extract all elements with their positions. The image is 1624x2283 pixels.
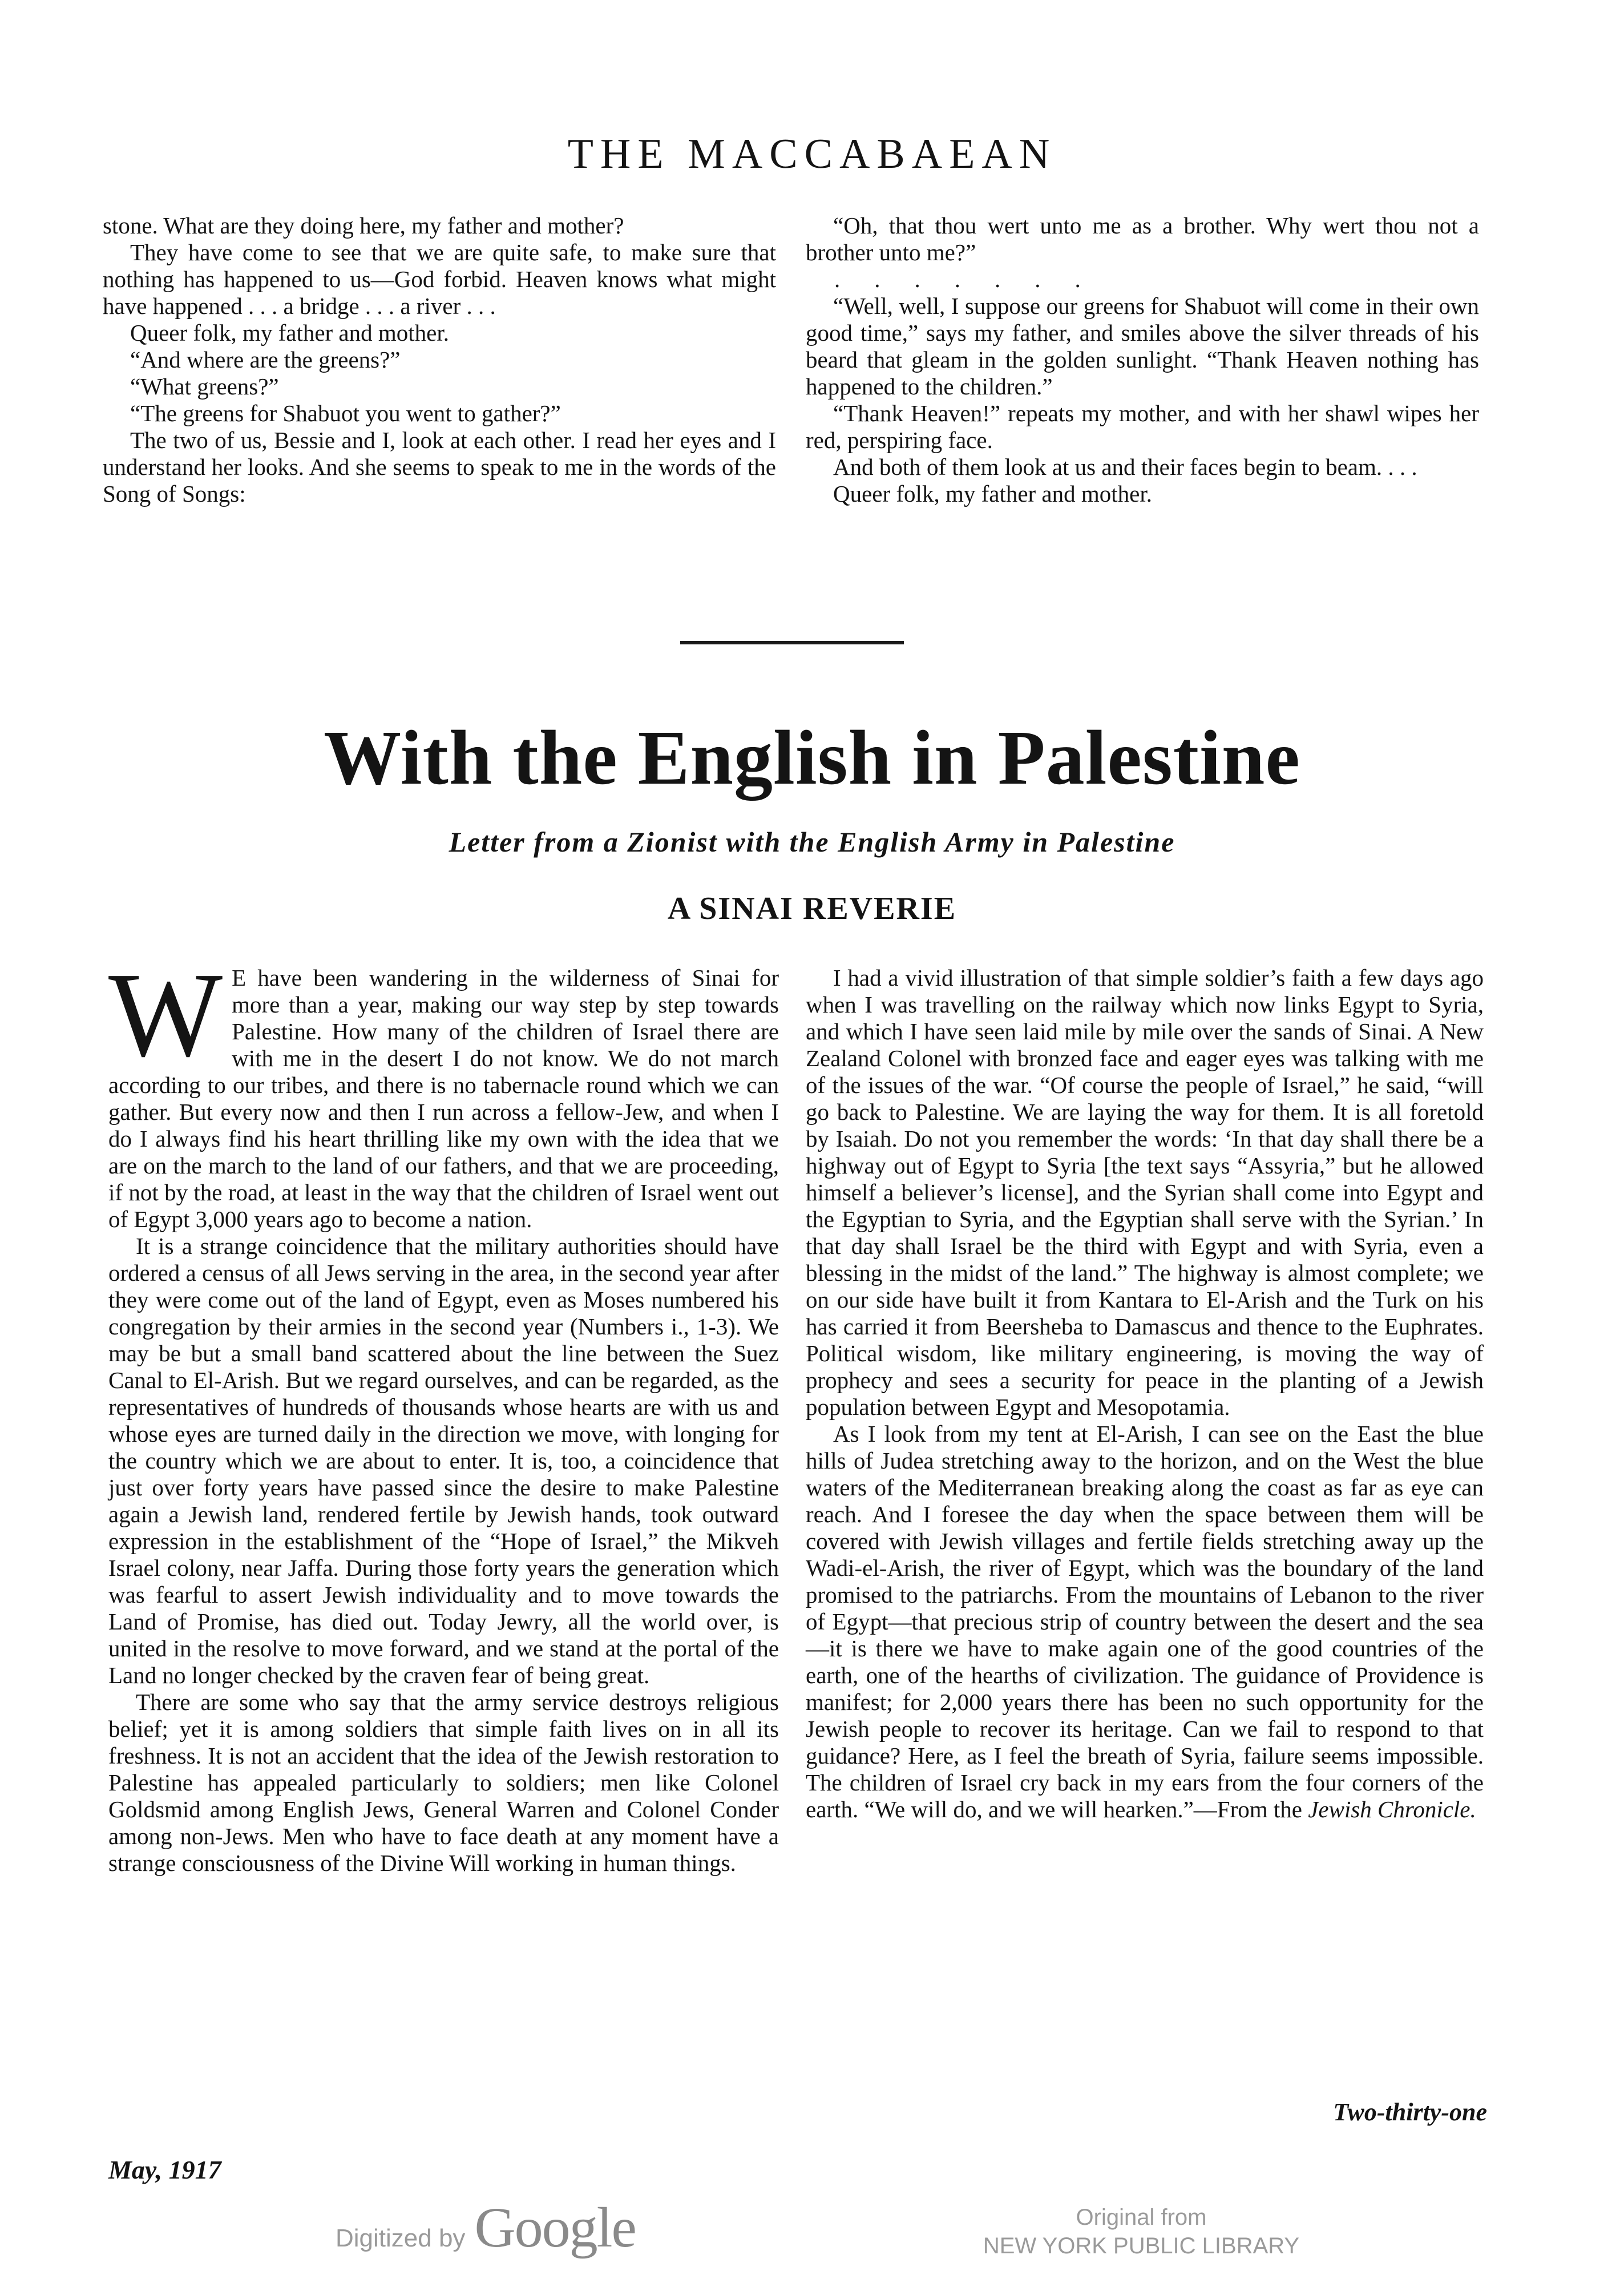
paragraph: “The greens for Shabuot you went to gather?”: [130, 400, 561, 426]
section-heading: A SINAI REVERIE: [667, 891, 957, 926]
paragraph: The two of us, Bessie and I, look at each other. I read her eyes and I understand her looks. And she seems to speak to me in the words of the Song of Songs:: [103, 427, 776, 507]
paragraph: Queer folk, my father and mother.: [833, 481, 1153, 507]
article-left-column: [108, 947, 779, 1877]
paragraph: “And where are the greens?”: [130, 346, 401, 373]
paragraph: And both of them look at us and their faces begin to beam. . . .: [833, 454, 1417, 480]
paragraph: It is a strange coincidence that the military authorities should have ordered a census of all Jews serving in the area, in the second year after they were come out of the land of Egypt, even as Moses numbered his congregation by their armies in the second year (Numbers i., 1-3). We may be but a small band scattered about the line between the Suez Canal to El-Arish. But we regard ourselves, and can be regarded, as the representatives of hundreds of thousands whose hearts are with us and whose eyes are turned daily in the direction we move, with longing for the country which we are about to enter. It is, too, a coincidence that just over forty years have passed since the desire to make Palestine again a Jewish land, rendered fertile by Jewish hands, took outward expression in the establishment of the “Hope of Israel,” the Mikveh Israel colony, near Jaffa. During those forty years the generation which was fearful to assert Jewish individuality and to move towards the Land of Promise, has died out. Today Jewry, all the world over, is united in the resolve to move forward, and we stand at the portal of the Land no longer checked by the craven fear of being great.: [108, 1233, 779, 1688]
original-source: [970, 2203, 1312, 2260]
paragraph: There are some who say that the army service destroys religious belief; yet it is among soldiers that simple faith lives on in all its freshness. It is not an accident that the idea of the Jewish restoration to Palestine has appealed particularly to soldiers; men like Colonel Goldsmid among English Jews, General Warren and Colonel Conder among non-Jews. Men who have to face death at any moment have a strange consciousness of the Divine Will working in human things.: [108, 1689, 779, 1876]
paragraph-text: As I look from my tent at El-Arish, I can see on the East the blue hills of Judea stretching away to the horizon, and on the West the blue waters of the Mediterranean breaking along the coast as far as eye can reach. And I foresee the day when the space between them will be covered with Jewish villages and fertile fields stretching away up the Wadi-el-Arish, the river of Egypt, which was the boundary of the land promised to the patriarchs. From the mountains of Lebanon to the river of Egypt—that precious strip of country between the desert and the sea—it is there we have to make again one of the good countries of the earth, one of the hearths of civilization. The guidance of Providence is manifest; for 2,000 years there has been no such opportunity for the Jewish people to recover its heritage. Can we fail to respond to that guidance? Here, as I feel the breath of Syria, failure seems impossible. The children of Israel cry back in my ears from the four corners of the earth. “We will do, and we will hearken.”—From the: [806, 1421, 1484, 1822]
top-left-column: [103, 212, 776, 507]
paragraph: I had a vivid illustration of that simple soldier’s faith a few days ago when I was travelling on the railway which now links Egypt to Syria, and which I have seen laid mile by mile over the sands of Sinai. A New Zealand Colonel with bronzed face and eager eyes was talking with me of the issues of the war. “Of course the people of Israel,” he said, “will go back to Palestine. We are laying the way for them. It is all foretold by Isaiah. Do not you remember the words: ‘In that day shall there be a highway out of Egypt to Syria [the text says “Assyria,” but he allowed himself a believer’s license], and the Syrian shall come into Egypt and the Egyptian to Syria, and the Egyptian shall serve with the Syrian.’ In that day shall Israel be the third with Egypt and with Syria, even a blessing in the midst of the land.” The highway is almost complete; we on our side have built it from Kantara to El-Arish and the Turk on his has carried it from Beersheba to Damascus and thence to the Euphrates. Political wisdom, like military engineering, is moving the way of prophecy and sees a security for peace in the planting of a Jewish population between Egypt and Mesopotamia.: [806, 965, 1484, 1420]
article-subtitle: Letter from a Zionist with the English Army in Palestine: [449, 826, 1175, 858]
article-title: With the English in Palestine: [324, 715, 1300, 801]
article-right-column: [806, 965, 1484, 1823]
original-from-label: Original from: [1076, 2205, 1207, 2230]
top-right-column: [806, 212, 1479, 507]
google-logo: Google: [474, 2196, 636, 2259]
paragraph: [806, 1421, 1484, 1823]
paragraph: Queer folk, my father and mother.: [130, 320, 450, 346]
section-divider: [680, 641, 904, 644]
paragraph: “Thank Heaven!” repeats my mother, and with her shawl wipes her red, perspiring face.: [806, 400, 1479, 453]
first-paragraph-text: E have been wandering in the wilderness of Sinai for more than a year, making our way step by step towards Palestine. How many of the children of Israel there are with me in the desert I do not know. We do not march according to our tribes, and there is no tabernacle round which we can gather. But every now and then I run across a fellow-Jew, and when I do I always find his heart thrilling like my own with the idea that we are on the march to the land of our fathers, and that we are proceeding, if not by the road, at least in the way that the children of Israel went out of Egypt 3,000 years ago to become a nation.: [108, 965, 779, 1232]
masthead: THE MACCABAEAN: [567, 131, 1057, 178]
paragraph: “Oh, that thou wert unto me as a brother. Why wert thou not a brother unto me?”: [806, 212, 1479, 265]
paragraph: “Well, well, I suppose our greens for Shabuot will come in their own good time,” says my father, and smiles above the silver threads of his beard that gleam in the golden sunlight. “Thank Heaven nothing has happened to the children.”: [806, 293, 1479, 400]
drop-cap: W: [108, 947, 223, 1082]
first-paragraph: [108, 947, 779, 1233]
digitized-by-label: Digitized by: [336, 2224, 466, 2252]
paragraph: They have come to see that we are quite safe, to make sure that nothing has happened to us—God forbid. Heaven knows what might have happened . . . a bridge . . . a river . . .: [103, 239, 776, 319]
digitized-by-google: [336, 2195, 636, 2257]
page-number-label: Two-thirty-one: [1333, 2098, 1487, 2126]
library-name: NEW YORK PUBLIC LIBRARY: [983, 2233, 1300, 2258]
issue-date: May, 1917: [108, 2155, 221, 2184]
source-citation: Jewish Chronicle.: [1308, 1796, 1476, 1822]
paragraph: stone. What are they doing here, my father and mother?: [103, 212, 624, 239]
paragraph: “What greens?”: [130, 373, 279, 400]
ellipsis-row: .......: [834, 266, 1115, 292]
